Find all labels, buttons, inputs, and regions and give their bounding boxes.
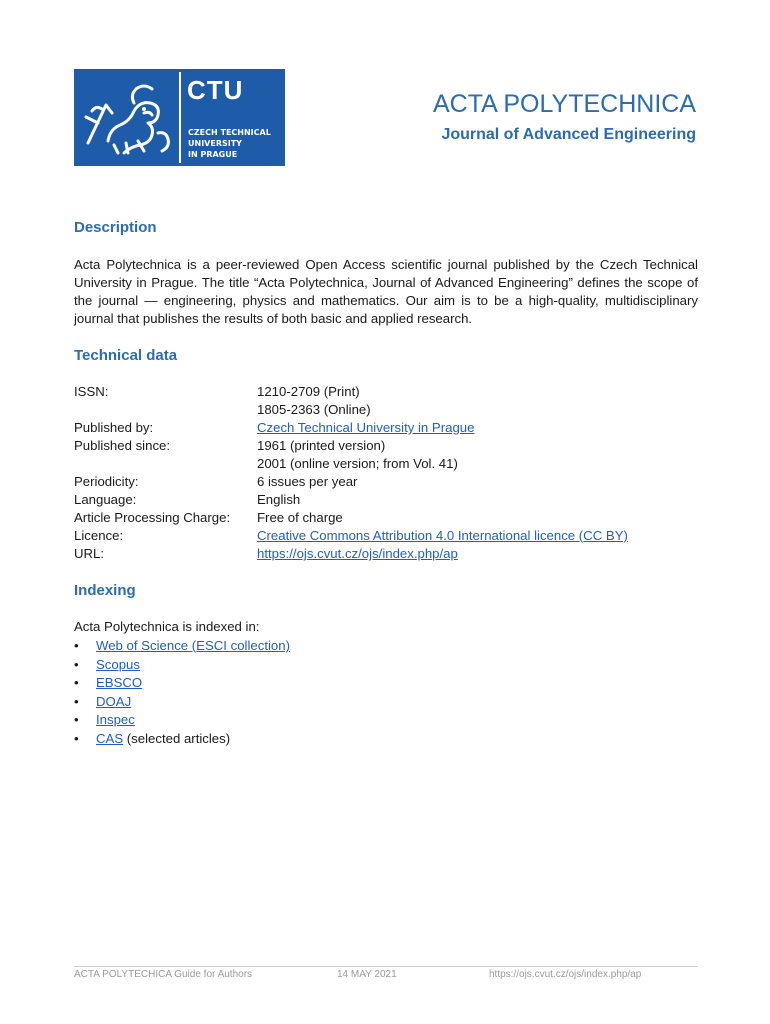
- journal-url-link[interactable]: https://ojs.cvut.cz/ojs/index.php/ap: [257, 546, 458, 561]
- list-item: [74, 674, 290, 693]
- since-label: Published since:: [74, 438, 171, 453]
- licence-row: [74, 527, 628, 545]
- description-heading: Description: [74, 219, 157, 236]
- since-online: 2001 (online version; from Vol. 41): [257, 456, 458, 471]
- issn-value: [257, 383, 371, 419]
- language-label: Language:: [74, 492, 137, 507]
- bullet-icon: •: [74, 712, 79, 728]
- since-value: [257, 437, 458, 473]
- index-link-scopus[interactable]: Scopus: [96, 656, 140, 672]
- language-value: English: [257, 492, 301, 507]
- apc-value: Free of charge: [257, 510, 343, 525]
- list-item: [74, 730, 290, 749]
- publisher-row: [74, 419, 628, 437]
- technical-data-heading: Technical data: [74, 347, 178, 364]
- logo-line: UNIVERSITY: [188, 139, 242, 148]
- issn-print: 1210-2709 (Print): [257, 384, 360, 399]
- bullet-icon: •: [74, 656, 79, 672]
- indexing-intro: Acta Polytechnica is indexed in:: [74, 619, 260, 634]
- apc-row: [74, 509, 628, 527]
- footer-guide-title: ACTA POLYTECHICA Guide for Authors: [74, 969, 253, 980]
- url-label: URL:: [74, 546, 105, 561]
- issn-label: ISSN:: [74, 384, 109, 399]
- periodicity-row: [74, 473, 628, 491]
- journal-subtitle: Journal of Advanced Engineering: [441, 126, 696, 143]
- index-link-cas[interactable]: CAS: [96, 730, 124, 746]
- licence-label: Licence:: [74, 528, 124, 543]
- logo-line: IN PRAGUE: [188, 150, 238, 159]
- licence-link[interactable]: Creative Commons Attribution 4.0 International licence (CC BY): [257, 528, 628, 543]
- list-item: [74, 637, 290, 656]
- description-text: Acta Polytechnica is a peer-reviewed Open Access scientific journal published by the Czech Technical University in Prague. The title “Acta Polytechnica, Journal of Advanced Engineering” defines the scope of the journal — engineering, physics and mathematics. Our aim is to be a high-quality, multidisciplinary journal that publishes the results of both basic and applied research.: [74, 257, 698, 326]
- lion-emblem-icon: [78, 83, 174, 159]
- url-row: [74, 545, 628, 563]
- footer-date: 14 MAY 2021: [337, 969, 397, 980]
- index-link-inspec[interactable]: Inspec: [96, 712, 135, 728]
- language-row: [74, 491, 628, 509]
- footer-divider: [74, 966, 698, 967]
- technical-data-table: [74, 383, 628, 563]
- logo-university-name: [188, 127, 271, 160]
- index-link-doaj[interactable]: DOAJ: [96, 693, 132, 709]
- bullet-icon: •: [74, 638, 79, 653]
- list-item: [74, 693, 290, 712]
- logo-ctu-text: CTU: [187, 75, 244, 105]
- bullet-icon: •: [74, 675, 79, 691]
- since-row: [74, 437, 628, 473]
- bullet-icon: •: [74, 730, 79, 746]
- cas-suffix: (selected articles): [123, 730, 231, 746]
- logo-divider: [179, 72, 181, 163]
- apc-label: Article Processing Charge:: [74, 510, 231, 525]
- list-item: [74, 711, 290, 730]
- index-link-wos[interactable]: Web of Science (ESCI collection): [96, 638, 290, 653]
- ctu-logo: [74, 69, 285, 166]
- issn-online: 1805-2363 (Online): [257, 402, 371, 417]
- periodicity-value: 6 issues per year: [257, 474, 358, 489]
- periodicity-label: Periodicity:: [74, 474, 139, 489]
- logo-line: CZECH TECHNICAL: [188, 128, 271, 137]
- list-item: [74, 656, 290, 675]
- since-print: 1961 (printed version): [257, 438, 386, 453]
- index-link-ebsco[interactable]: EBSCO: [96, 675, 143, 691]
- issn-row: [74, 383, 628, 419]
- indexing-list: [74, 637, 290, 749]
- footer-url: https://ojs.cvut.cz/ojs/index.php/ap: [489, 969, 642, 980]
- publisher-label: Published by:: [74, 420, 154, 435]
- publisher-link[interactable]: Czech Technical University in Prague: [257, 420, 475, 435]
- indexing-heading: Indexing: [74, 582, 136, 599]
- journal-title: ACTA POLYTECHNICA: [432, 90, 696, 118]
- bullet-icon: •: [74, 693, 79, 709]
